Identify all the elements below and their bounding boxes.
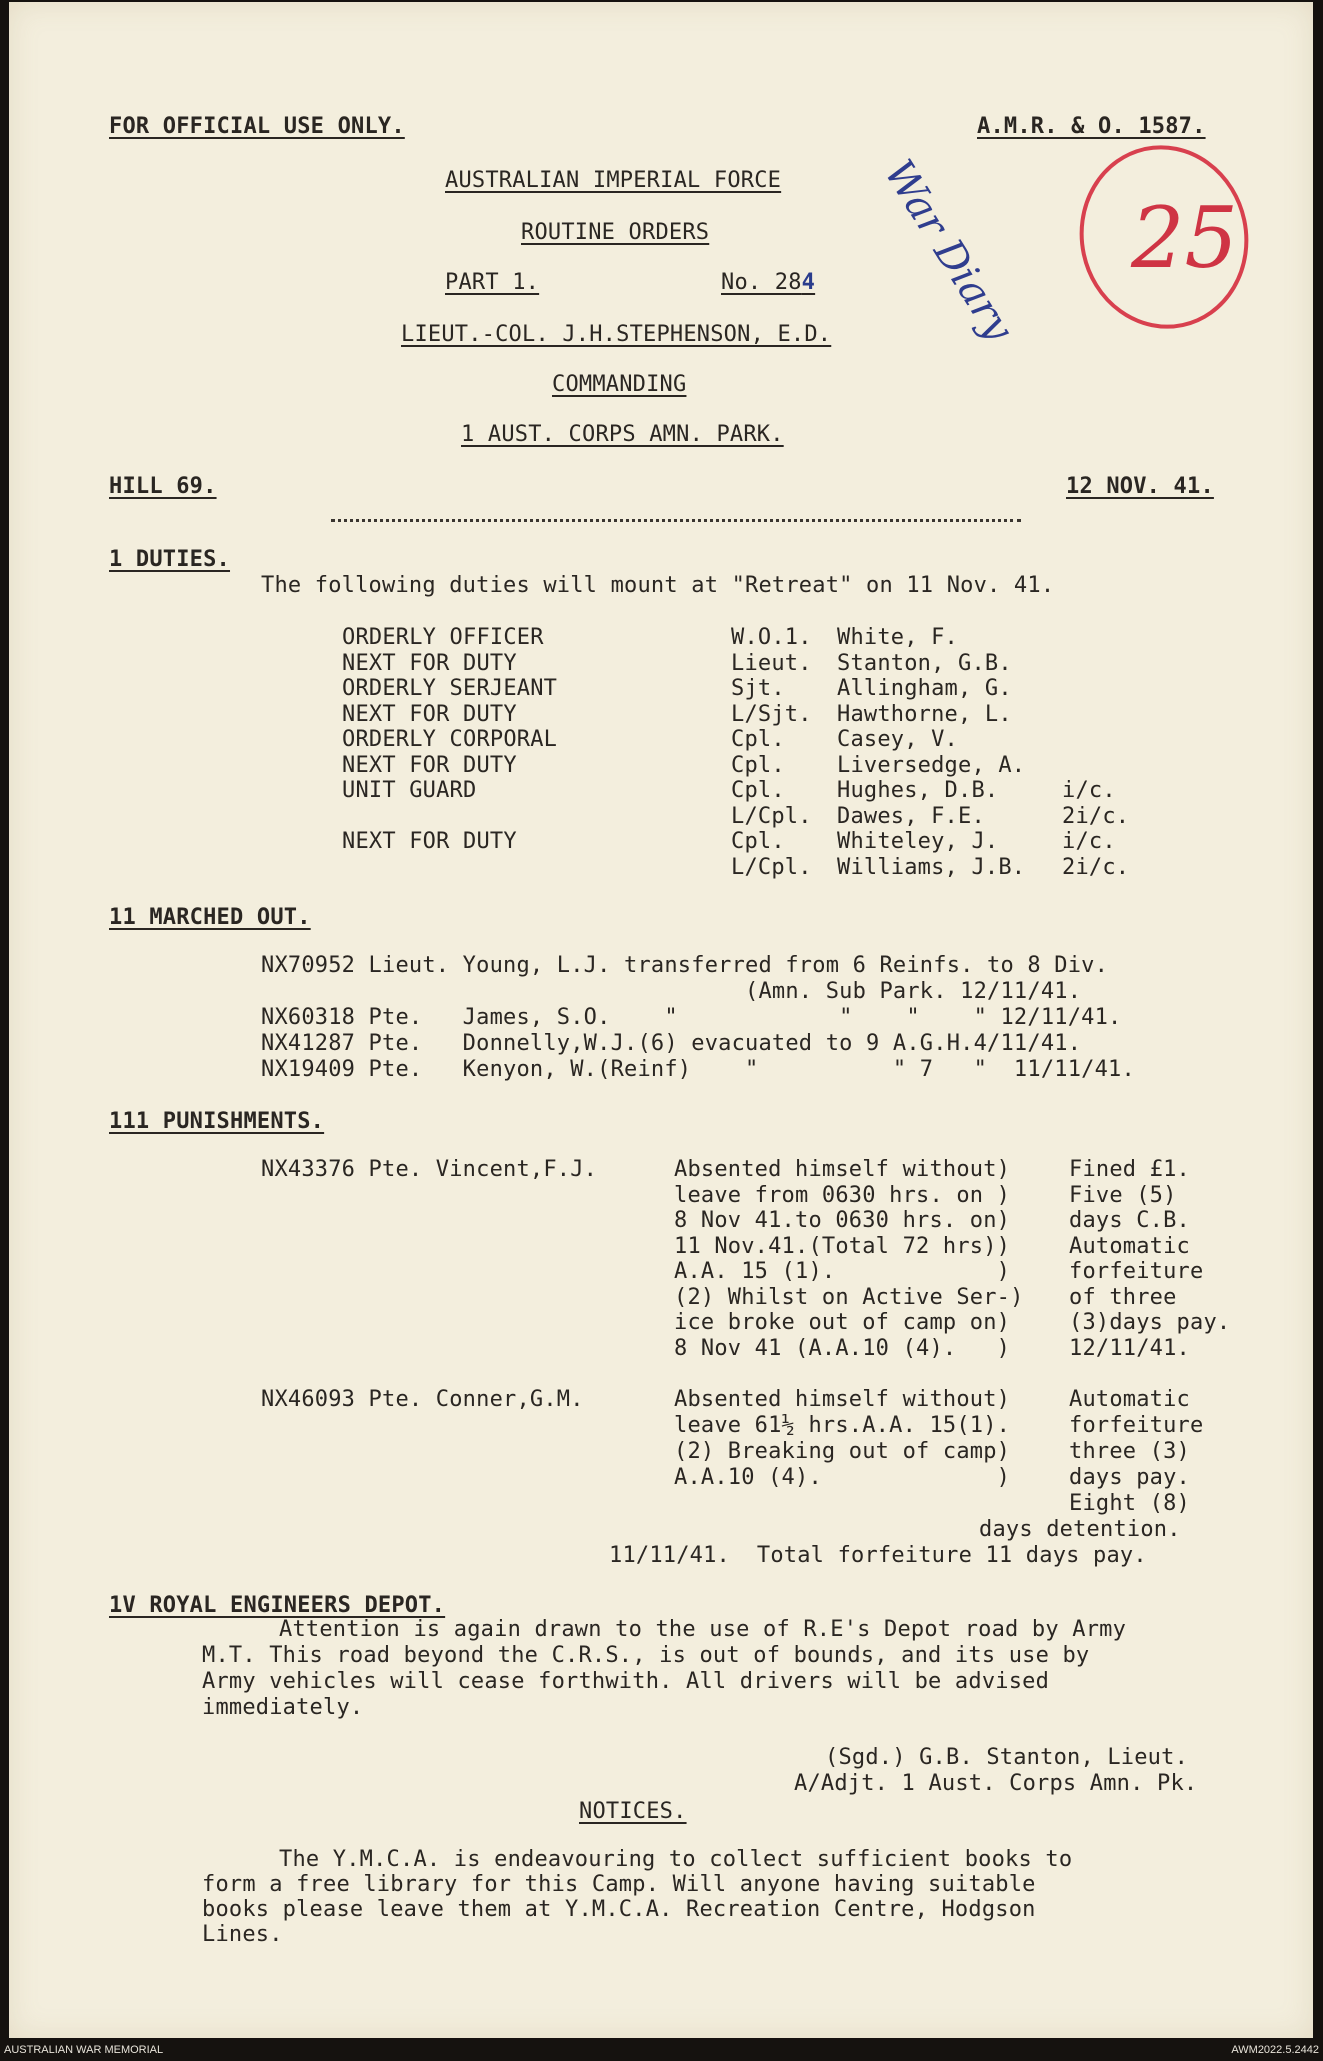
duty-rank: Lieut. (731, 650, 812, 676)
signature-name: (Sgd.) G.B. Stanton, Lieut. (825, 1745, 1189, 1770)
classification-label: FOR OFFICIAL USE ONLY. (109, 114, 405, 139)
duties-heading: 1 DUTIES. (109, 547, 231, 572)
award-line: days C.B. (1069, 1208, 1191, 1233)
offence-line: 11 Nov.41.(Total 72 hrs)) (674, 1233, 1011, 1259)
duty-rank: Cpl. (731, 829, 785, 854)
duty-name: Dawes, F.E. (837, 803, 985, 829)
duty-role: NEXT FOR DUTY (342, 650, 517, 676)
award-line: 12/11/41. (1069, 1335, 1191, 1361)
duty-name: Allingham, G. (837, 676, 1012, 701)
marched-out-line: NX19409 Pte. Kenyon, W.(Reinf) " " 7 " 11/11/41. (261, 1057, 1135, 1082)
footer-institution: AUSTRALIAN WAR MEMORIAL (4, 2044, 164, 2056)
offence-line: Absented himself without) (674, 1157, 1011, 1182)
offence-line: leave from 0630 hrs. on ) (674, 1182, 1011, 1208)
duty-name: White, F. (837, 625, 959, 650)
commander-name: LIEUT.-COL. J.H.STEPHENSON, E.D. (401, 322, 832, 347)
signature-appointment: A/Adjt. 1 Aust. Corps Amn. Pk. (794, 1771, 1198, 1796)
duty-rank: Sjt. (731, 676, 785, 701)
unit-name: 1 AUST. CORPS AMN. PARK. (461, 422, 784, 447)
notice-line: Lines. (202, 1922, 283, 1947)
re-depot-heading: 1V ROYAL ENGINEERS DEPOT. (109, 1593, 446, 1618)
award-line: of three (1069, 1284, 1177, 1310)
marched-out-line: NX60318 Pte. James, S.O. " " " " 12/11/41. (261, 1005, 1122, 1030)
duty-role: NEXT FOR DUTY (342, 701, 517, 727)
offence-line: Absented himself without) (674, 1387, 1011, 1412)
marched-out-line: (Amn. Sub Park. 12/11/41. (261, 979, 1082, 1004)
duty-rank: Cpl. (731, 727, 785, 752)
notices-heading: NOTICES. (579, 1799, 687, 1824)
duty-rank: Cpl. (731, 752, 785, 778)
offence-line: 8 Nov 41 (A.A.10 (4). ) (674, 1335, 1011, 1361)
re-depot-line: Attention is again drawn to the use of R.E's Depot road by Army (279, 1617, 1127, 1642)
duty-role: NEXT FOR DUTY (342, 829, 517, 854)
duty-note: i/c. (1062, 778, 1116, 803)
offence-line: (2) Breaking out of camp) (674, 1439, 1011, 1464)
duty-rank: Cpl. (731, 778, 785, 803)
commanding-label: COMMANDING (552, 372, 687, 397)
award-line: (3)days pay. (1069, 1310, 1231, 1335)
duty-name: Whiteley, J. (837, 829, 999, 854)
award-line: forfeiture (1069, 1413, 1204, 1438)
duty-rank: L/Cpl. (731, 803, 812, 829)
orders-title: ROUTINE ORDERS (521, 220, 710, 245)
force-title: AUSTRALIAN IMPERIAL FORCE (445, 168, 782, 193)
order-number-typed: No. 28 (721, 270, 802, 295)
notice-line: books please leave them at Y.M.C.A. Recreation Centre, Hodgson (202, 1897, 1036, 1922)
award-line: Automatic (1069, 1387, 1191, 1412)
war-diary-handwriting: War Diary (874, 152, 1022, 350)
punishment-soldier: NX46093 Pte. Conner,G.M. (261, 1387, 584, 1412)
award-line: Eight (8) (1069, 1491, 1191, 1516)
order-date: 12 NOV. 41. (1066, 474, 1214, 499)
footer-accession: AWM2022.5.2442 (1231, 2044, 1319, 2056)
award-line: Five (5) (1069, 1182, 1177, 1208)
duty-role: ORDERLY CORPORAL (342, 727, 558, 752)
duty-name: Hughes, D.B. (837, 778, 999, 803)
award-line: days detention. (979, 1517, 1181, 1542)
offence-line: leave 61½ hrs.A.A. 15(1). (674, 1413, 1011, 1438)
marched-out-heading: 11 MARCHED OUT. (109, 905, 311, 930)
duty-rank: L/Cpl. (731, 854, 812, 880)
stamp-number: 25 (1131, 189, 1238, 287)
duty-name: Casey, V. (837, 727, 959, 752)
marched-out-line: NX41287 Pte. Donnelly,W.J.(6) evacuated to 9 A.G.H.4/11/41. (261, 1031, 1082, 1056)
award-line: Automatic (1069, 1233, 1191, 1259)
re-depot-line: M.T. This road beyond the C.R.S., is out of bounds, and its use by (202, 1643, 1090, 1668)
re-depot-line: Army vehicles will cease forthwith. All drivers will be advised (202, 1669, 1050, 1694)
header-divider (331, 519, 1021, 522)
document-reference: A.M.R. & O. 1587. (977, 114, 1206, 139)
duty-rank: W.O.1. (731, 625, 812, 650)
duty-name: Hawthorne, L. (837, 701, 1012, 727)
document-page (9, 2, 1313, 2038)
punishment-total: 11/11/41. Total forfeiture 11 days pay. (609, 1543, 1147, 1568)
duty-name: Liversedge, A. (837, 752, 1026, 778)
duty-role: ORDERLY OFFICER (342, 625, 544, 650)
punishments-heading: 111 PUNISHMENTS. (109, 1109, 325, 1134)
offence-line: ice broke out of camp on) (674, 1310, 1011, 1335)
duty-rank: L/Sjt. (731, 701, 812, 727)
circled-number-stamp (1069, 137, 1259, 337)
location: HILL 69. (109, 474, 217, 499)
punishment-soldier: NX43376 Pte. Vincent,F.J. (261, 1157, 598, 1182)
offence-line: 8 Nov 41.to 0630 hrs. on) (674, 1208, 1011, 1233)
marched-out-line: NX70952 Lieut. Young, L.J. transferred from 6 Reinfs. to 8 Div. (261, 953, 1109, 978)
duty-name: Williams, J.B. (837, 854, 1026, 880)
duty-note: 2i/c. (1062, 854, 1130, 880)
award-line: three (3) (1069, 1439, 1191, 1464)
duty-name: Stanton, G.B. (837, 650, 1012, 676)
offence-line: A.A.10 (4). ) (674, 1465, 1011, 1490)
notice-line: form a free library for this Camp. Will anyone having suitable (202, 1872, 1036, 1897)
award-line: Fined £1. (1069, 1157, 1191, 1182)
archive-footer (0, 2038, 1323, 2061)
duty-role: UNIT GUARD (342, 778, 477, 803)
order-number-handwritten: 4 (801, 270, 816, 295)
duty-role: ORDERLY SERJEANT (342, 676, 558, 701)
part-label: PART 1. (445, 270, 540, 295)
duty-note: i/c. (1062, 829, 1116, 854)
duties-intro: The following duties will mount at "Retreat" on 11 Nov. 41. (261, 573, 1055, 598)
re-depot-line: immediately. (202, 1695, 364, 1720)
order-number (721, 270, 815, 296)
award-line: forfeiture (1069, 1259, 1204, 1284)
duty-note: 2i/c. (1062, 803, 1130, 829)
duty-role: NEXT FOR DUTY (342, 752, 517, 778)
offence-line: (2) Whilst on Active Ser-) (674, 1284, 1024, 1310)
notice-line: The Y.M.C.A. is endeavouring to collect sufficient books to (279, 1847, 1073, 1872)
award-line: days pay. (1069, 1465, 1191, 1490)
offence-line: A.A. 15 (1). ) (674, 1259, 1011, 1284)
